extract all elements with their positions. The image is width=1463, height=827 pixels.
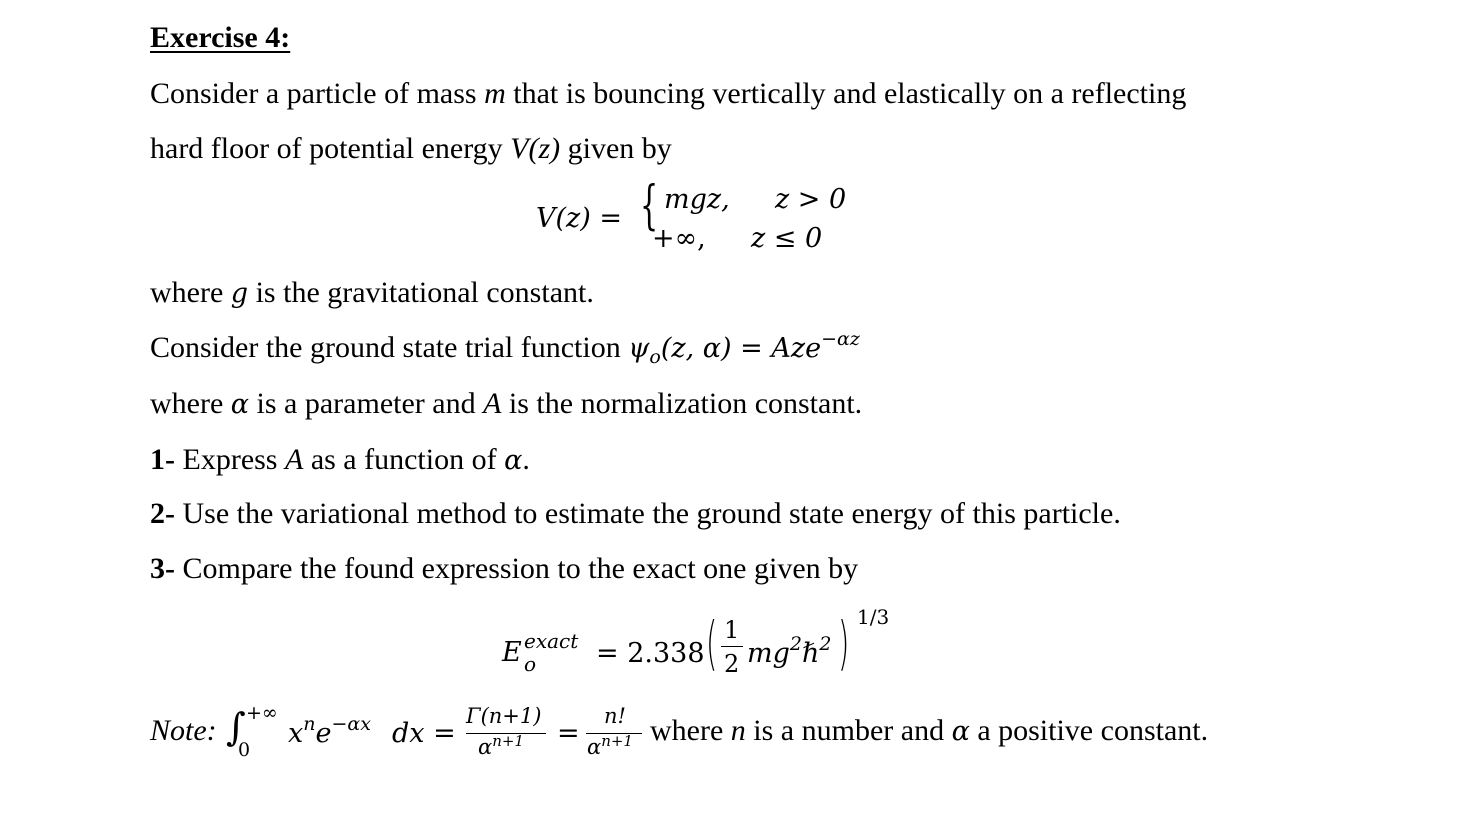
- intro-text-1: Consider a particle of mass: [150, 77, 477, 110]
- energy-subscript: o: [524, 652, 537, 676]
- trial-args: (z, α) = Aze: [660, 333, 822, 364]
- question-2-number: 2-: [150, 497, 175, 530]
- dx-equals: dx =: [392, 718, 456, 749]
- question-2: [150, 496, 1121, 532]
- case2-expression: +∞,: [652, 223, 706, 254]
- energy-superscript: exact: [524, 629, 579, 653]
- potential-symbol: V(z): [510, 132, 561, 165]
- where-g-line: [150, 275, 594, 312]
- energy-symbol: E: [502, 637, 522, 668]
- gamma-numerator: Γ(n+1): [466, 704, 542, 728]
- integral-lower-limit: 0: [238, 739, 251, 761]
- psi-symbol: ψ: [628, 333, 650, 364]
- energy-coefficient: = 2.338: [596, 638, 705, 669]
- question-3-number: 3-: [150, 552, 175, 585]
- question-3-text: Compare the found expression to the exact one given by: [182, 552, 859, 585]
- psi-subscript: o: [649, 346, 661, 368]
- integrand: $x^ne^{-\alpha x}$: [288, 713, 371, 749]
- potential-brace: {: [640, 176, 659, 236]
- trial-function-line: [150, 330, 860, 367]
- question-1-text-2: as a function of: [310, 443, 497, 476]
- trial-exponent: −αz: [821, 328, 860, 350]
- equals-2: =: [557, 718, 580, 749]
- exercise-title: Exercise 4:: [150, 21, 291, 54]
- factorial-numerator: n!: [604, 704, 626, 728]
- where-g-pre: where: [150, 276, 224, 309]
- fraction-bar: [721, 646, 743, 647]
- case1-expression: mgz,: [664, 184, 730, 215]
- where-alpha-pre: where: [150, 387, 224, 420]
- fraction-2-bar: [586, 733, 642, 734]
- question-2-text: Use the variational method to estimate the ground state energy of this particle.: [182, 497, 1121, 530]
- outer-exponent: 1/3: [857, 605, 890, 629]
- where-g-post: is the gravitational constant.: [255, 276, 594, 309]
- question-1-number: 1-: [150, 443, 175, 476]
- trial-function: [628, 328, 860, 368]
- trial-pre: Consider the ground state trial function: [150, 331, 621, 364]
- question-1-A: A: [284, 443, 304, 476]
- potential-lhs: V(z) =: [536, 203, 622, 234]
- energy-body: $mg^2\hbar^2$: [747, 633, 832, 669]
- fraction-1-bar: [466, 733, 546, 734]
- question-1-text-1: Express: [182, 443, 278, 476]
- where-alpha-post: is the normalization constant.: [508, 387, 863, 420]
- A-symbol: A: [483, 387, 502, 420]
- fraction-numerator: 1: [724, 616, 740, 644]
- intro-text-4: given by: [567, 132, 672, 165]
- intro-text-3: hard floor of potential energy: [150, 132, 503, 165]
- g-symbol: g: [230, 278, 249, 309]
- right-paren: ): [838, 609, 850, 677]
- intro-line-2: [150, 131, 672, 167]
- where-alpha-mid: is a parameter and: [256, 387, 476, 420]
- left-paren: (: [706, 609, 718, 677]
- note-label: Note:: [150, 714, 217, 747]
- question-1: [150, 442, 530, 479]
- fraction-1-denominator: $\alpha^{n+1}$: [478, 732, 524, 759]
- note-trailing-text: where n is a number and α a positive constant.: [650, 714, 1209, 747]
- case1-condition: z > 0: [775, 184, 847, 215]
- where-alpha-line: [150, 386, 862, 423]
- question-3: [150, 551, 858, 587]
- mass-symbol: m: [484, 77, 506, 110]
- fraction-2-denominator: $\alpha^{n+1}$: [587, 732, 633, 759]
- integral-upper-limit: +∞: [246, 702, 278, 724]
- integral-sign: ∫: [226, 705, 246, 749]
- question-1-alpha: α.: [504, 443, 530, 476]
- intro-line-1: [150, 76, 1186, 112]
- alpha-symbol: α: [230, 389, 250, 420]
- fraction-denominator: 2: [724, 650, 740, 678]
- case2-condition: z ≤ 0: [751, 223, 823, 254]
- intro-text-2: that is bouncing vertically and elastically on a reflecting: [513, 77, 1187, 110]
